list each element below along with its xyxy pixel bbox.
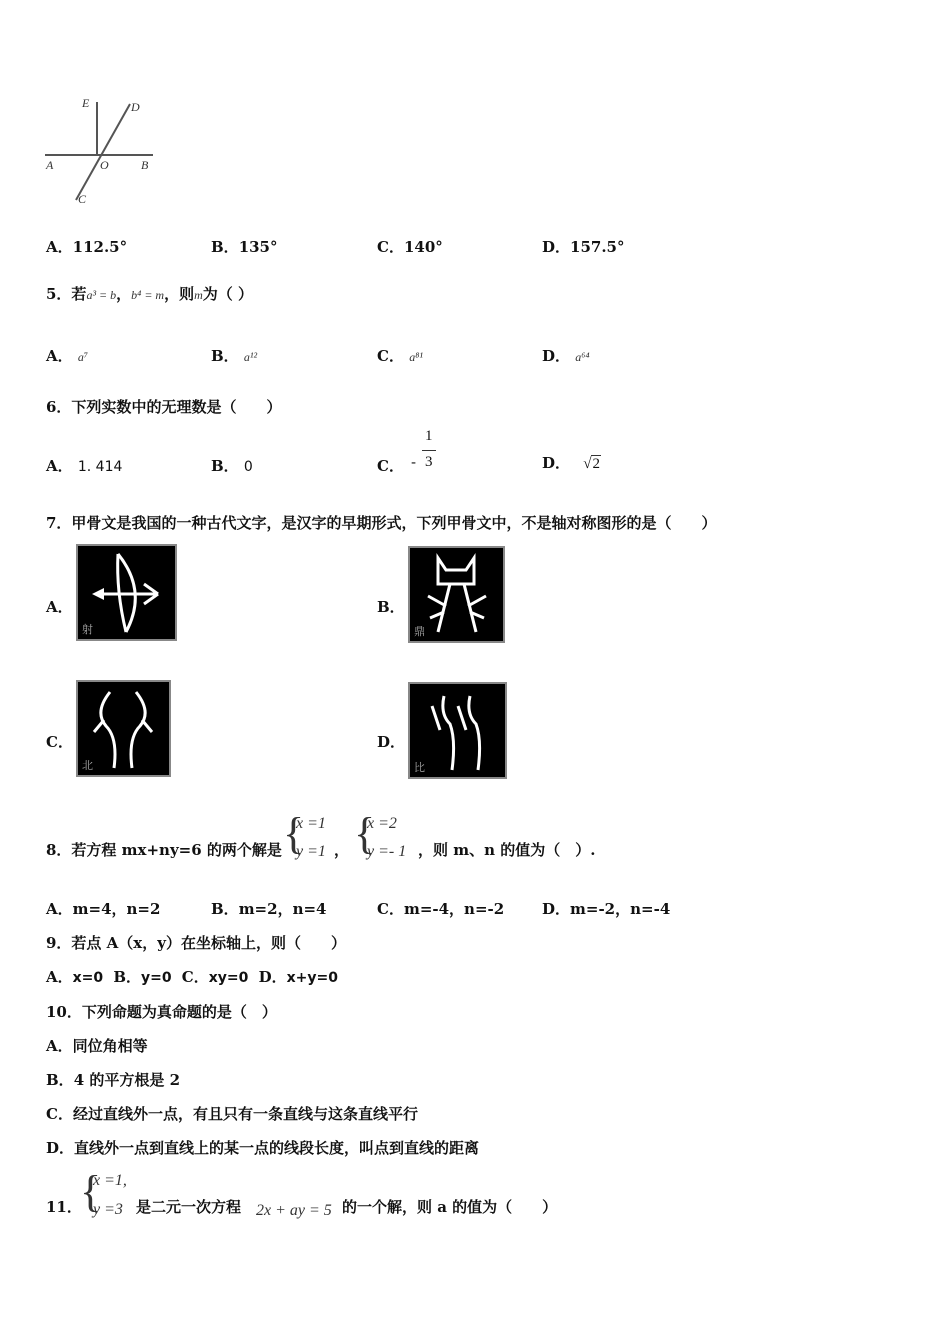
q9-stem: 9．若点 A（x，y）在坐标轴上，则（ ）: [46, 934, 346, 952]
oracle-glyph-bei[interactable]: [76, 680, 171, 777]
glyph-caption: 北: [82, 759, 93, 772]
q10-stem: 10．下列命题为真命题的是（ ）: [46, 1003, 277, 1021]
left-brace-icon: {: [354, 809, 376, 858]
glyph-caption: 射: [82, 623, 93, 636]
system2-line2: y =- 1: [367, 843, 407, 860]
fraction-denominator: 3: [425, 454, 433, 470]
oracle-glyph-ding[interactable]: [408, 546, 505, 643]
q5-option-a[interactable]: A． a⁷: [46, 347, 89, 365]
q10-option-d[interactable]: D．直线外一点到直线上的某一点的线段长度，叫点到直线的距离: [46, 1139, 480, 1157]
q11-system-line1: x =1,: [93, 1172, 127, 1189]
q10-option-c[interactable]: C．经过直线外一点，有且只有一条直线与这条直线平行: [46, 1105, 418, 1123]
angle-figure: [40, 92, 160, 212]
q8-option-c[interactable]: C．m=-4，n=-2: [377, 900, 505, 918]
q7-option-a-letter[interactable]: A．: [46, 598, 73, 616]
q5-option-d[interactable]: D． a⁶⁴: [542, 347, 590, 365]
q7-option-c-letter[interactable]: C．: [46, 733, 73, 751]
q5-option-b[interactable]: B． a¹²: [211, 347, 258, 365]
fraction-bar: [422, 450, 436, 451]
q8-option-d[interactable]: D．m=-2，n=-4: [542, 900, 671, 918]
q6-option-d[interactable]: D． √2: [542, 454, 600, 472]
q9-option-c[interactable]: C．xy=0: [181, 968, 249, 986]
q4-option-a[interactable]: A．112.5°: [46, 238, 128, 256]
oracle-glyph-she[interactable]: [76, 544, 177, 641]
q9-options: [46, 966, 338, 987]
left-brace-icon: {: [283, 809, 305, 858]
label-c: C: [78, 192, 87, 206]
fraction-numerator: 1: [425, 428, 433, 444]
q9-option-a[interactable]: A．x=0: [46, 968, 104, 986]
q9-option-d[interactable]: D．x+y=0: [258, 968, 338, 986]
q6-stem: 6．下列实数中的无理数是（ ）: [46, 398, 282, 416]
q7-option-d-letter[interactable]: D．: [377, 733, 406, 751]
q11-system-line2: y =3: [93, 1201, 123, 1218]
q4-option-d[interactable]: D．157.5°: [542, 238, 625, 256]
q8-option-a[interactable]: A．m=4，n=2: [46, 900, 161, 918]
system2-line1: x =2: [367, 815, 397, 832]
q9-option-b[interactable]: B．y=0: [113, 968, 172, 986]
q7-stem: 7．甲骨文是我国的一种古代文字，是汉字的早期形式，下列甲骨文中，不是轴对称图形的是（ ）: [46, 514, 717, 532]
q6-option-b[interactable]: B． 0: [211, 457, 253, 475]
oracle-glyph-bi[interactable]: [408, 682, 507, 779]
glyph-caption: 比: [414, 761, 425, 774]
left-brace-icon: {: [80, 1167, 102, 1216]
label-a: A: [46, 158, 54, 172]
label-e: E: [82, 96, 90, 110]
q10-option-a[interactable]: A．同位角相等: [46, 1037, 148, 1055]
q11-equation: 2x + ay = 5: [256, 1202, 332, 1219]
q4-option-b[interactable]: B．135°: [211, 238, 278, 256]
q5-option-c[interactable]: C． a⁸¹: [377, 347, 423, 365]
q7-option-b-letter[interactable]: B．: [377, 598, 405, 616]
q8-option-b[interactable]: B．m=2，n=4: [211, 900, 327, 918]
q5-stem: 5．若a³ = b，b⁴ = m，则m为（ ）: [46, 285, 254, 303]
glyph-caption: 鼎: [414, 625, 425, 638]
sqrt-sign-icon: √: [583, 456, 592, 472]
q4-option-c[interactable]: C．140°: [377, 238, 443, 256]
system1-line2: y =1: [296, 843, 326, 860]
system1-line1: x =1: [296, 815, 326, 832]
label-o: O: [100, 158, 109, 172]
label-d: D: [131, 100, 140, 114]
label-b: B: [141, 158, 149, 172]
q10-option-b[interactable]: B．4 的平方根是 2: [46, 1071, 181, 1089]
q6-option-a[interactable]: A． 1. 414: [46, 457, 123, 475]
